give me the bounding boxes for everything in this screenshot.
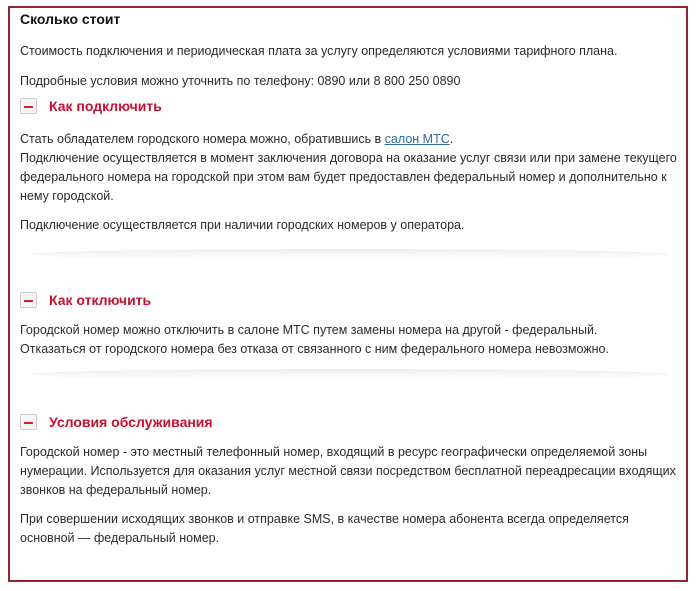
- section-disconnect-title: Как отключить: [49, 292, 152, 308]
- minus-icon[interactable]: [20, 292, 37, 308]
- price-title: Сколько стоит: [20, 11, 121, 27]
- minus-icon[interactable]: [20, 98, 37, 114]
- price-text-1: Стоимость подключения и периодическая плата за услугу определяются условиями тарифного плана.: [20, 44, 618, 58]
- connect-text-1-prefix: Стать обладателем городского номера можно, обратившись в: [20, 132, 385, 146]
- connect-text-1: [20, 130, 678, 149]
- minus-icon[interactable]: [20, 414, 37, 430]
- content-frame: [8, 6, 688, 582]
- disconnect-text-2: Отказаться от городского номера без отказа от связанного с ним федерального номера невозможно.: [20, 342, 609, 356]
- section-divider: [30, 249, 668, 260]
- section-service-title: Условия обслуживания: [49, 414, 213, 430]
- connect-text-1-suffix: .: [449, 132, 454, 146]
- service-text-1: Городской номер - это местный телефонный номер, входящий в ресурс географически определяемой зоны нумерации. Используется для оказания услуг местной связи посредством бесплатной переадресации входящих звонков на федеральный номер.: [20, 445, 676, 497]
- section-connect-header[interactable]: [20, 96, 678, 116]
- section-disconnect-header[interactable]: [20, 290, 678, 310]
- salon-mts-link[interactable]: салон МТС: [384, 132, 450, 146]
- section-service-header[interactable]: [20, 412, 678, 432]
- disconnect-text-1: Городской номер можно отключить в салоне МТС путем замены номера на другой - федеральный.: [20, 323, 598, 337]
- price-text-2: Подробные условия можно уточнить по телефону: 0890 или 8 800 250 0890: [20, 74, 461, 88]
- section-divider: [30, 369, 668, 380]
- connect-text-2: Подключение осуществляется в момент заключения договора на оказание услуг связи или при замене текущего федерального номера на городской при этом вам будет предоставлен федеральный номер и дополнительно к нему городской.: [20, 151, 677, 203]
- content: [10, 10, 686, 548]
- connect-text-3: Подключение осуществляется при наличии городских номеров у оператора.: [20, 218, 465, 232]
- section-connect-title: Как подключить: [49, 98, 162, 114]
- service-text-2: При совершении исходящих звонков и отправке SMS, в качестве номера абонента всегда определяется основной — федеральный номер.: [20, 512, 629, 545]
